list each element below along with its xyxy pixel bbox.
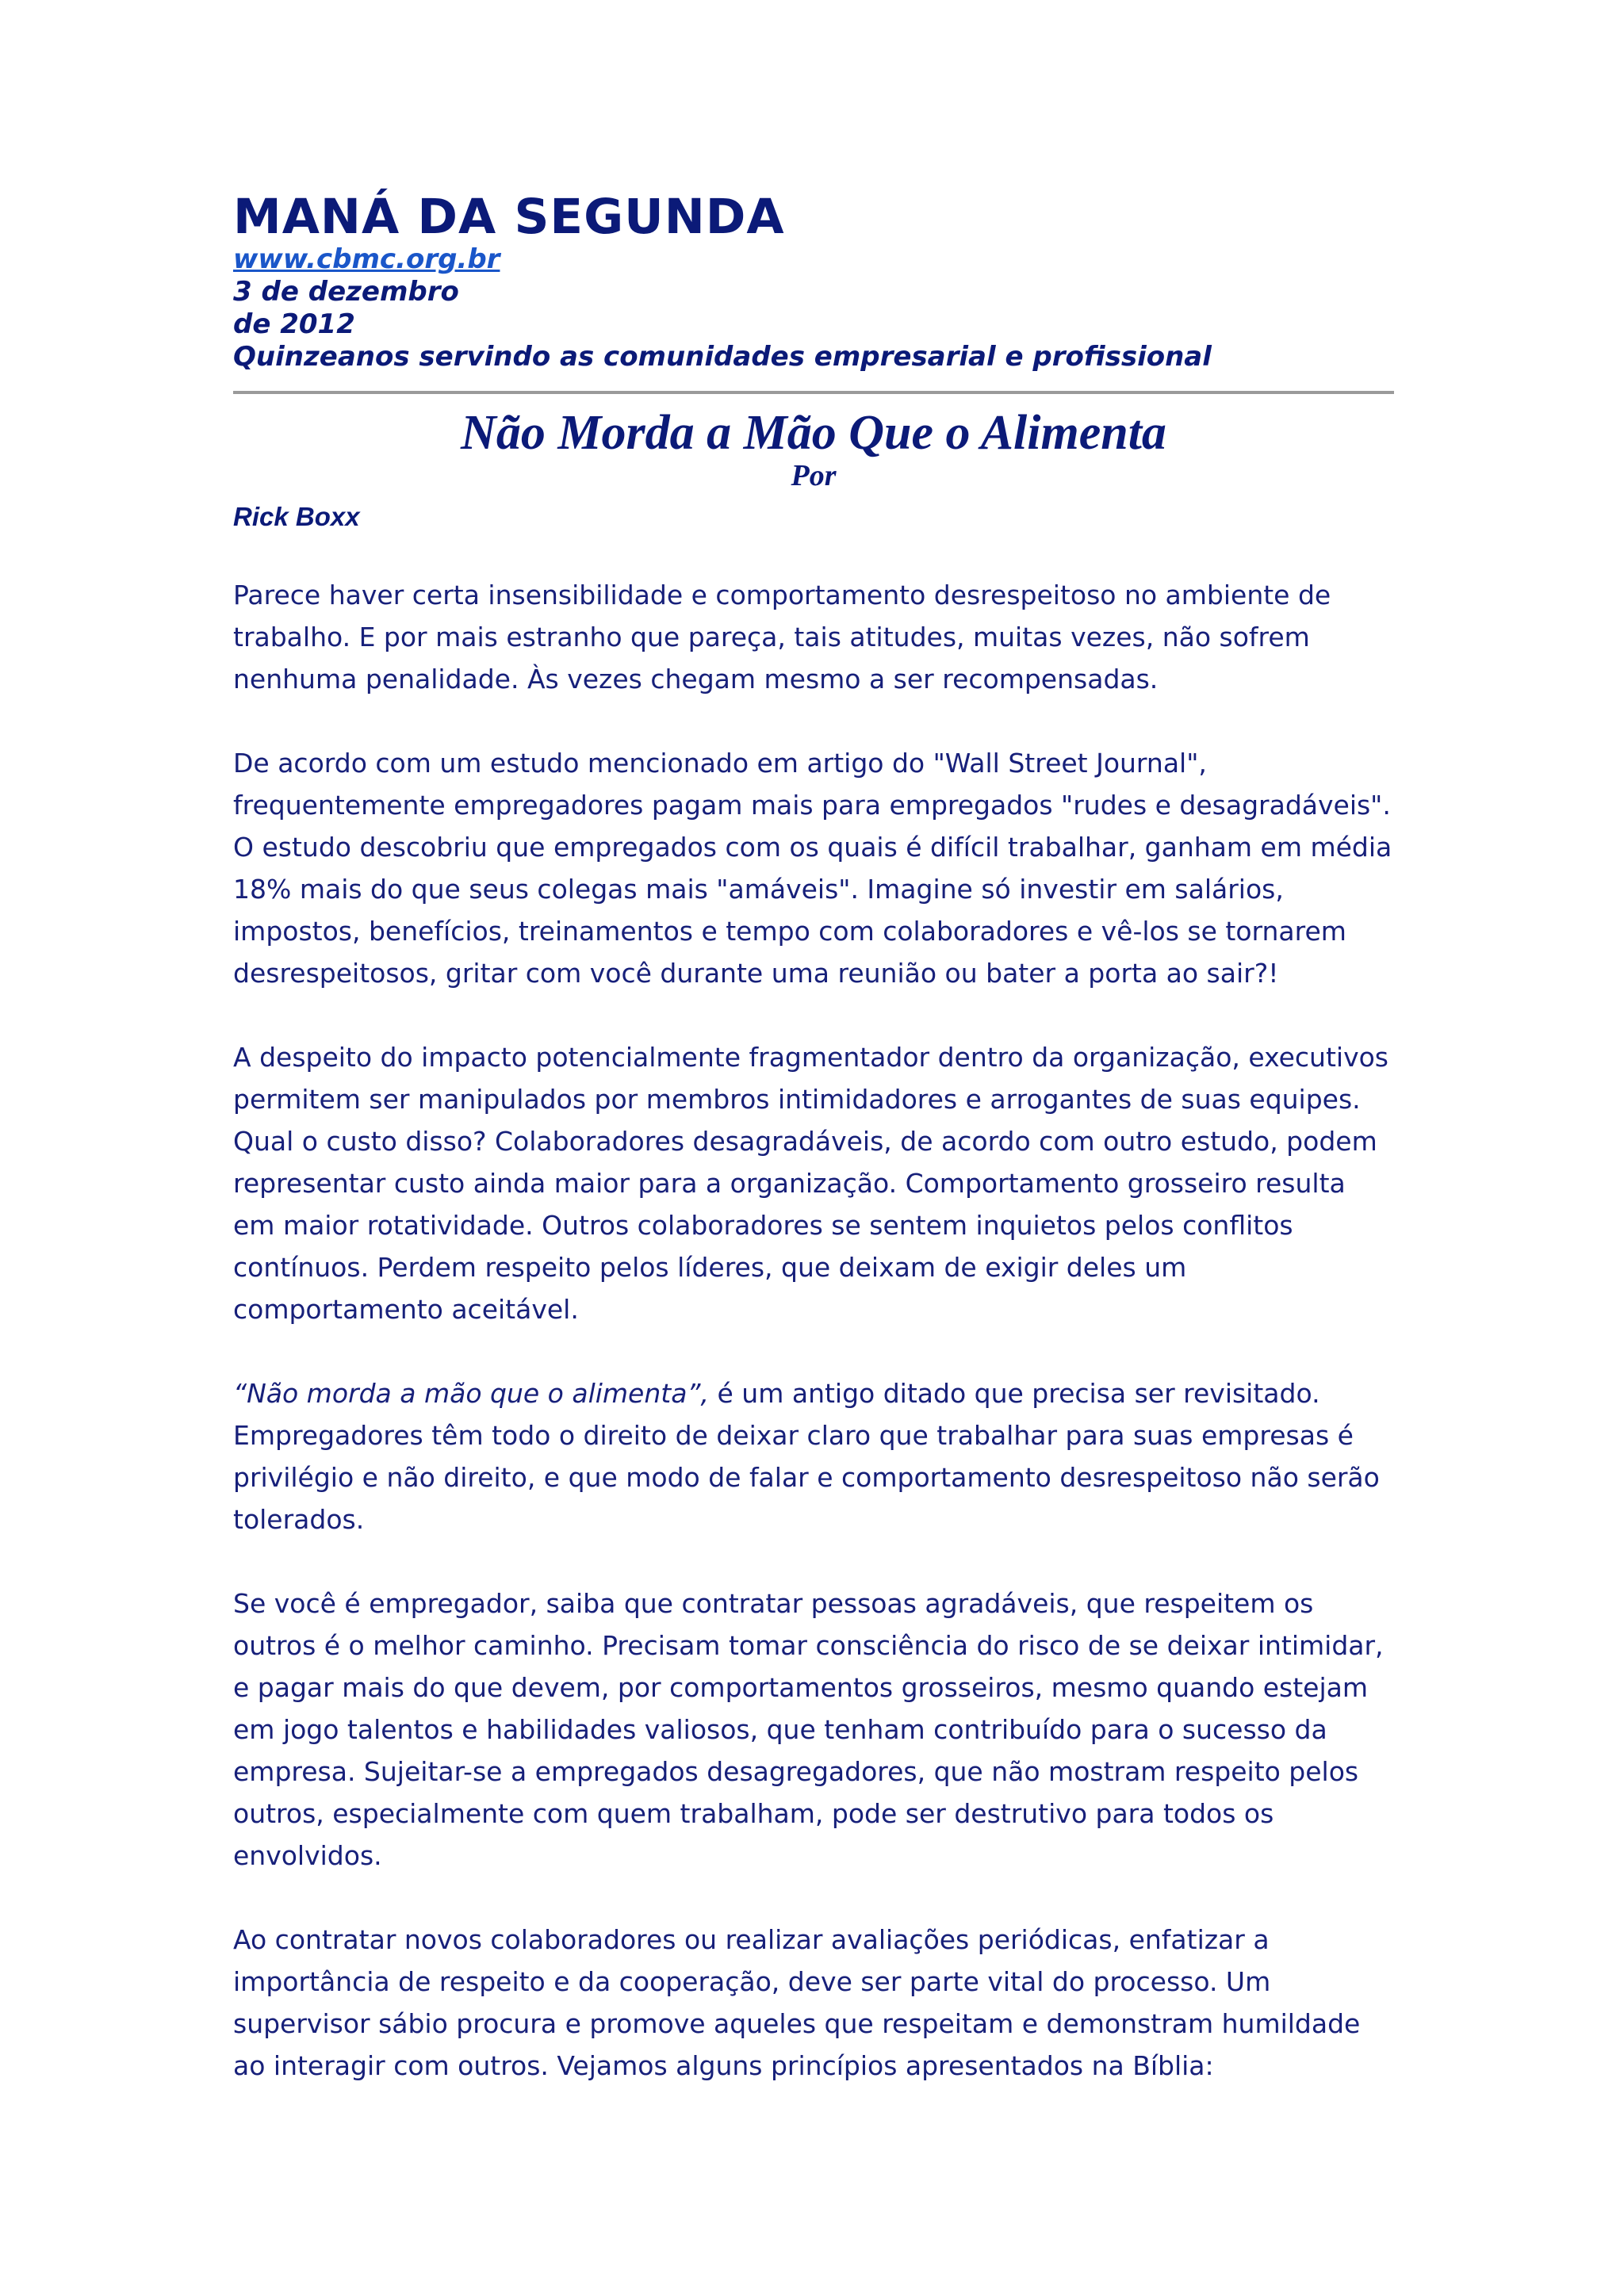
page-content — [233, 190, 1394, 2129]
paragraph-3: A despeito do impacto potencialmente fragmentador dentro da organização, executivos permitem ser manipulados por membros intimidadores e arrogantes de suas equipes. Qual o custo disso? Colaboradores desagradáveis, de acordo com outro estudo, podem representar custo ainda maior para a organização. Comportamento grosseiro resulta em maior rotatividade. Outros colaboradores se sentem inquietos pelos conflitos contínuos. Perdem respeito pelos líderes, que deixam de exigir deles um comportamento aceitável. — [233, 1041, 1388, 1325]
paragraph-4-text: é um antigo ditado que precisa ser revisitado. Empregadores têm todo o direito de deixar claro que trabalhar para suas empresas é privilégio e não direito, e que modo de falar e comportamento desrespeitoso não serão tolerados. — [233, 1377, 1380, 1535]
proverb-quote: “Não morda a mão que o alimenta”, — [233, 1377, 710, 1409]
paragraph-4 — [233, 1372, 1394, 1540]
newsletter-title: MANÁ DA SEGUNDA — [233, 189, 785, 245]
date-line-2: de 2012 — [233, 308, 355, 341]
article-title: Não Morda a Mão Que o Alimenta — [461, 406, 1166, 461]
paragraph-2: De acordo com um estudo mencionado em artigo do "Wall Street Journal", frequentemente empregadores pagam mais para empregados "rudes e desagradáveis". O estudo descobriu que empregados com os quais é difícil trabalhar, ganham em média 18% mais do que seus colegas mais "amáveis". Imagine só investir em salários, impostos, benefícios, treinamentos e tempo com colaboradores e vê-los se tornarem desrespeitosos, gritar com você durante uma reunião ou bater a porta ao sair?! — [233, 747, 1392, 989]
website-line — [233, 243, 1394, 276]
horizontal-divider — [233, 391, 1394, 394]
date-line-1: 3 de dezembro — [233, 276, 459, 308]
masthead — [233, 190, 1394, 373]
paragraph-6: Ao contratar novos colaboradores ou realizar avaliações periódicas, enfatizar a importância de respeito e da cooperação, deve ser parte vital do processo. Um supervisor sábio procura e promove aqueles que respeitam e demonstram humildade ao interagir com outros. Vejamos alguns princípios apresentados na Bíblia: — [233, 1923, 1361, 2081]
byline-label: Por — [791, 459, 837, 493]
tagline: Quinzeanos servindo as comunidades empresarial e profissional — [233, 341, 1212, 373]
website-link[interactable]: www.cbmc.org.br — [233, 243, 500, 276]
author-name: Rick Boxx — [233, 502, 360, 532]
article-body — [233, 574, 1394, 2087]
paragraph-1: Parece haver certa insensibilidade e comportamento desrespeitoso no ambiente de trabalho. E por mais estranho que pareça, tais atitudes, muitas vezes, não sofrem nenhuma penalidade. Às vezes chegam mesmo a ser recompensadas. — [233, 579, 1331, 695]
paragraph-5: Se você é empregador, saiba que contratar pessoas agradáveis, que respeitem os outros é o melhor caminho. Precisam tomar consciência do risco de se deixar intimidar, e pagar mais do que devem, por comportamentos grosseiros, mesmo quando estejam em jogo talentos e habilidades valiosos, que tenham contribuído para o sucesso da empresa. Sujeitar-se a empregados desagregadores, que não mostram respeito pelos outros, especialmente com quem trabalham, pode ser destrutivo para todos os envolvidos. — [233, 1587, 1384, 1871]
